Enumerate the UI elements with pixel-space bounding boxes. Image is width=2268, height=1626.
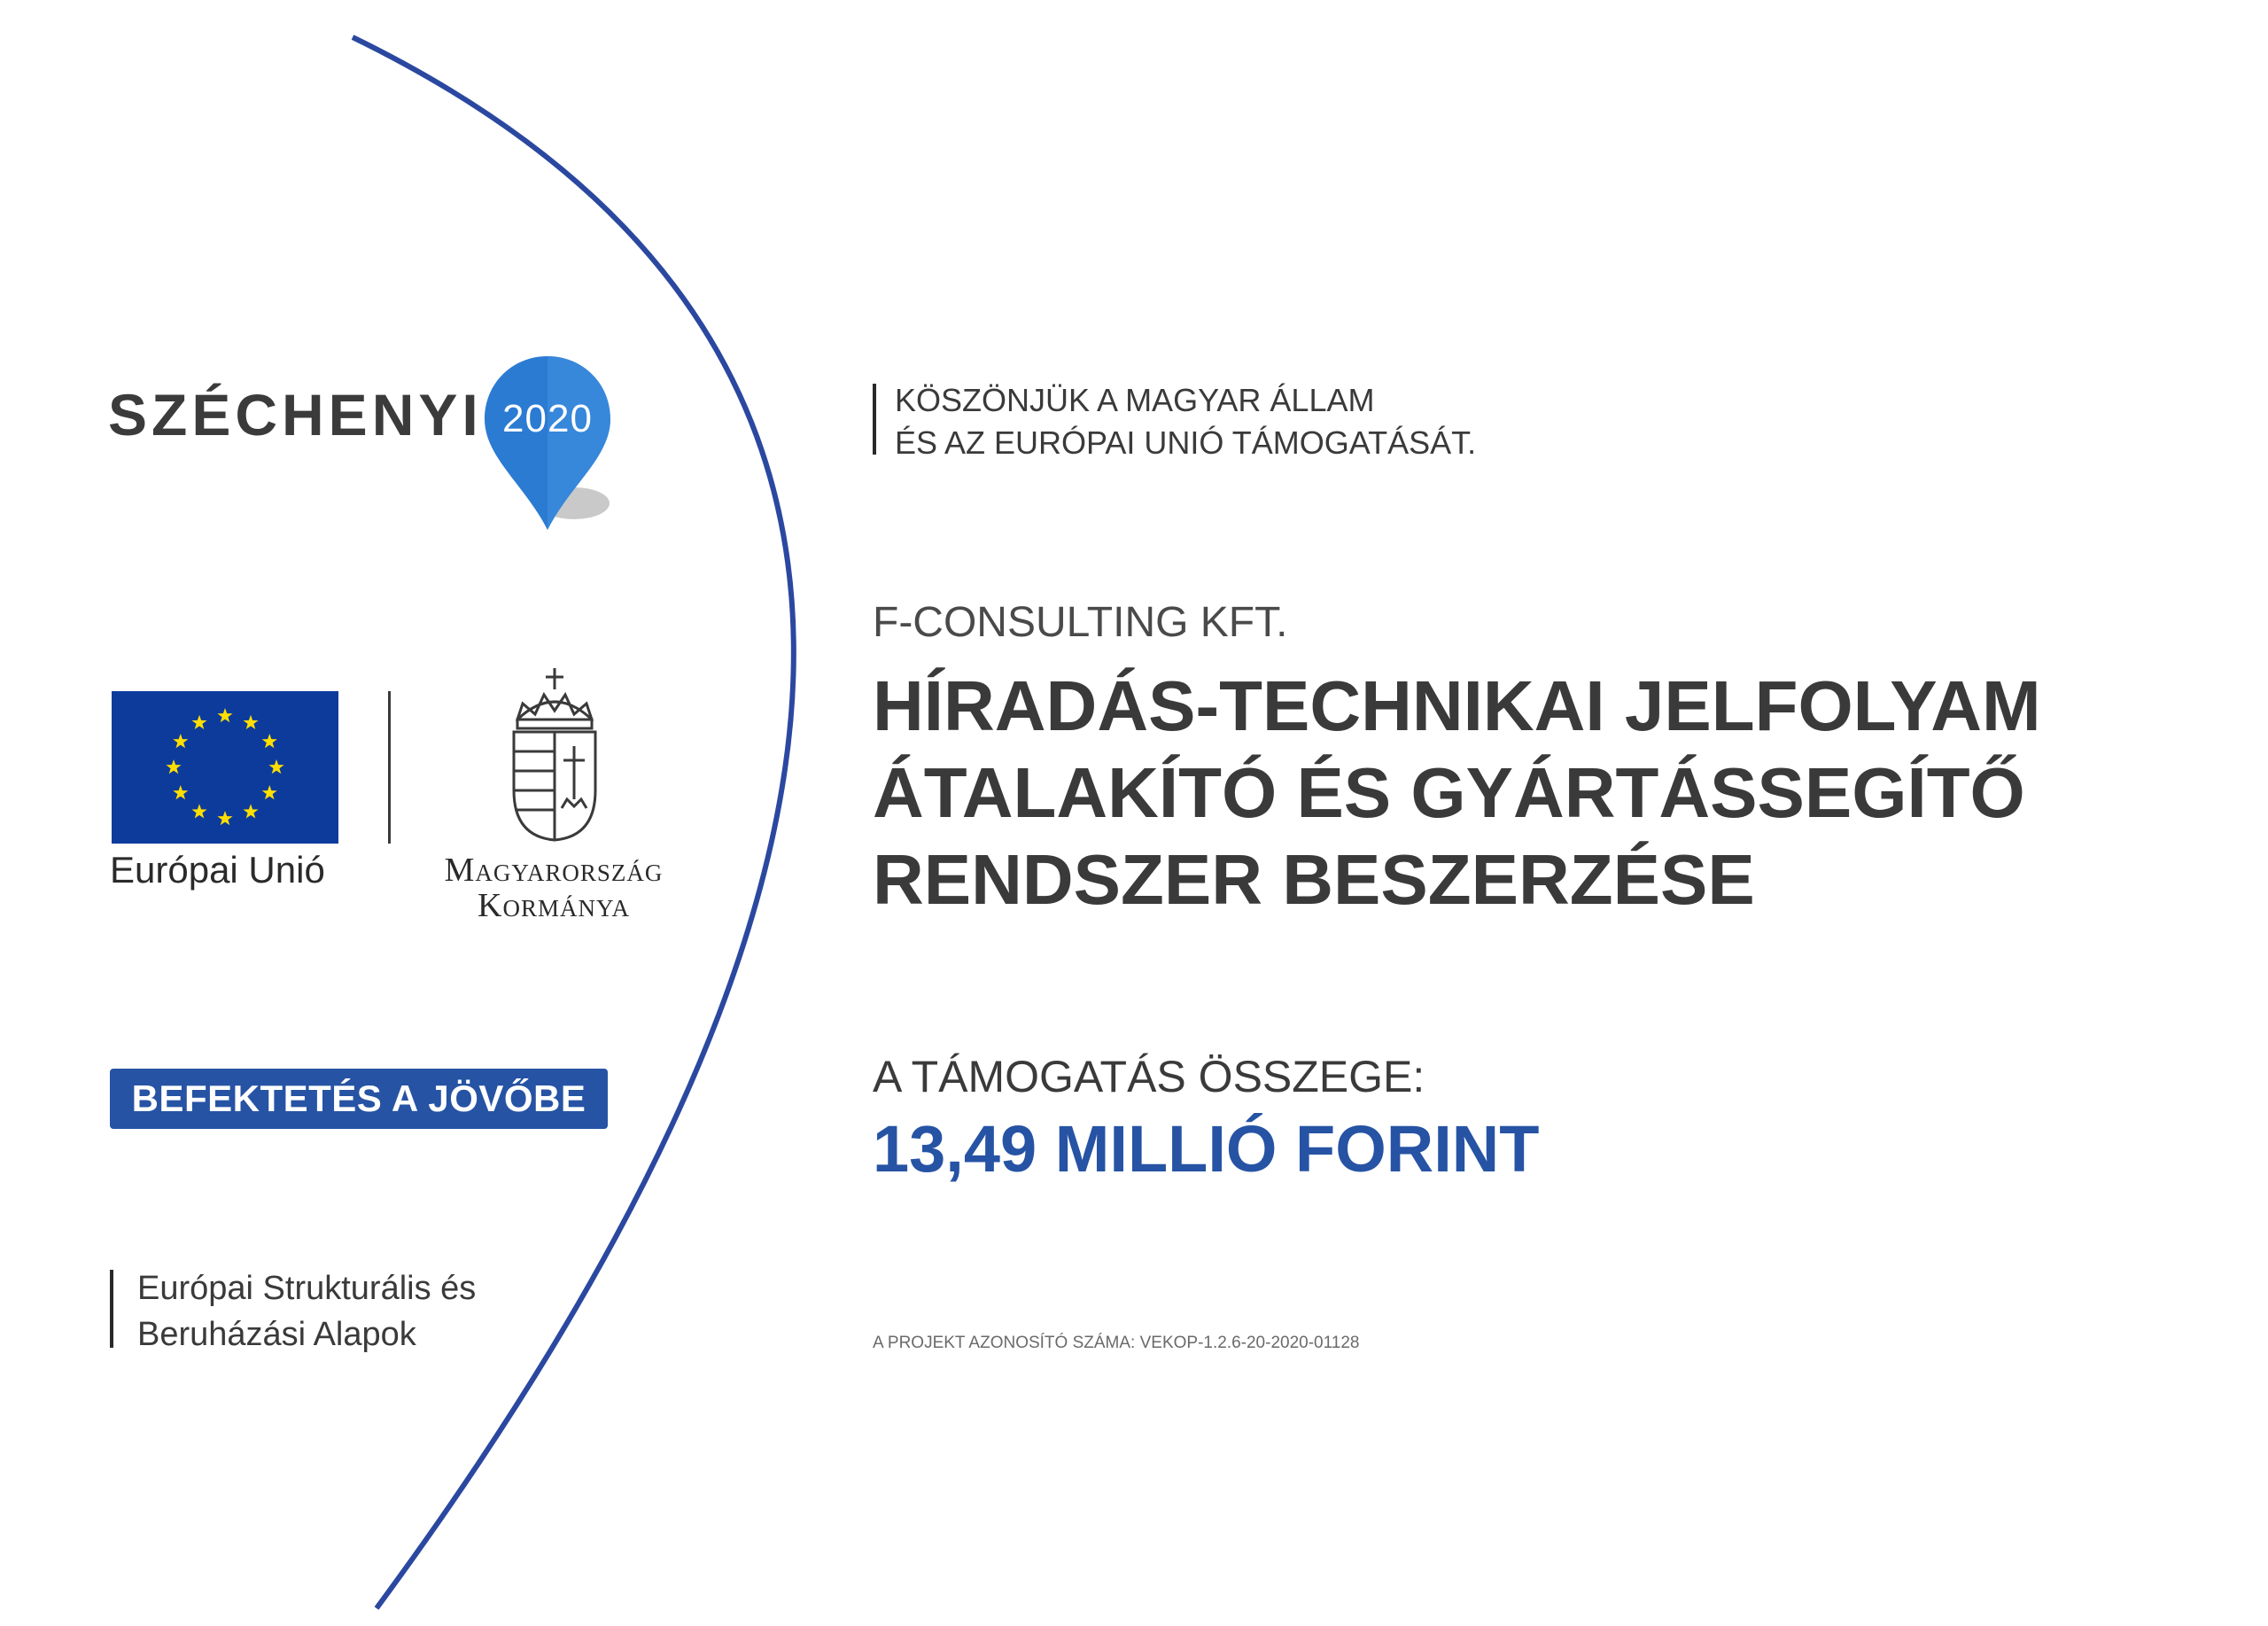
eu-label: Európai Unió <box>110 849 325 891</box>
support-amount-label: A TÁMOGATÁS ÖSSZEGE: <box>873 1052 1425 1101</box>
government-label-line2: Kormánya <box>478 887 630 924</box>
thanks-note <box>895 379 1476 464</box>
funds-label <box>137 1265 476 1358</box>
project-title-line3: RENDSZER BESZERZÉSE <box>873 840 1755 919</box>
eu-flag-icon <box>112 691 338 844</box>
thanks-line1: KÖSZÖNJÜK A MAGYAR ÁLLAM <box>895 382 1375 418</box>
logo-divider <box>388 691 391 844</box>
government-label <box>416 852 691 923</box>
thanks-divider <box>873 384 876 455</box>
hungarian-coat-of-arms-icon <box>505 666 604 844</box>
szechenyi-year: 2020 <box>502 397 593 440</box>
location-pin-icon <box>481 353 614 539</box>
funds-line2: Beruházási Alapok <box>137 1316 416 1353</box>
thanks-line2: ÉS AZ EURÓPAI UNIÓ TÁMOGATÁSÁT. <box>895 424 1477 461</box>
invest-in-future-badge: BEFEKTETÉS A JÖVŐBE <box>110 1069 608 1129</box>
support-amount-value: 13,49 MILLIÓ FORINT <box>873 1112 1540 1186</box>
company-name: F-CONSULTING KFT. <box>873 599 1288 646</box>
funds-divider <box>110 1270 113 1348</box>
szechenyi-logo-word: SZÉCHENYI <box>108 382 483 447</box>
project-title <box>873 663 2219 923</box>
project-title-line2: ÁTALAKÍTÓ ÉS GYÁRTÁSSEGÍTŐ <box>873 753 2025 832</box>
government-label-line1: Magyarország <box>444 852 664 889</box>
project-title-line1: HÍRADÁS-TECHNIKAI JELFOLYAM <box>873 666 2041 745</box>
project-id: A PROJEKT AZONOSÍTÓ SZÁMA: VEKOP-1.2.6-20-2020-01128 <box>873 1334 1360 1352</box>
funds-line1: Európai Strukturális és <box>137 1270 477 1307</box>
